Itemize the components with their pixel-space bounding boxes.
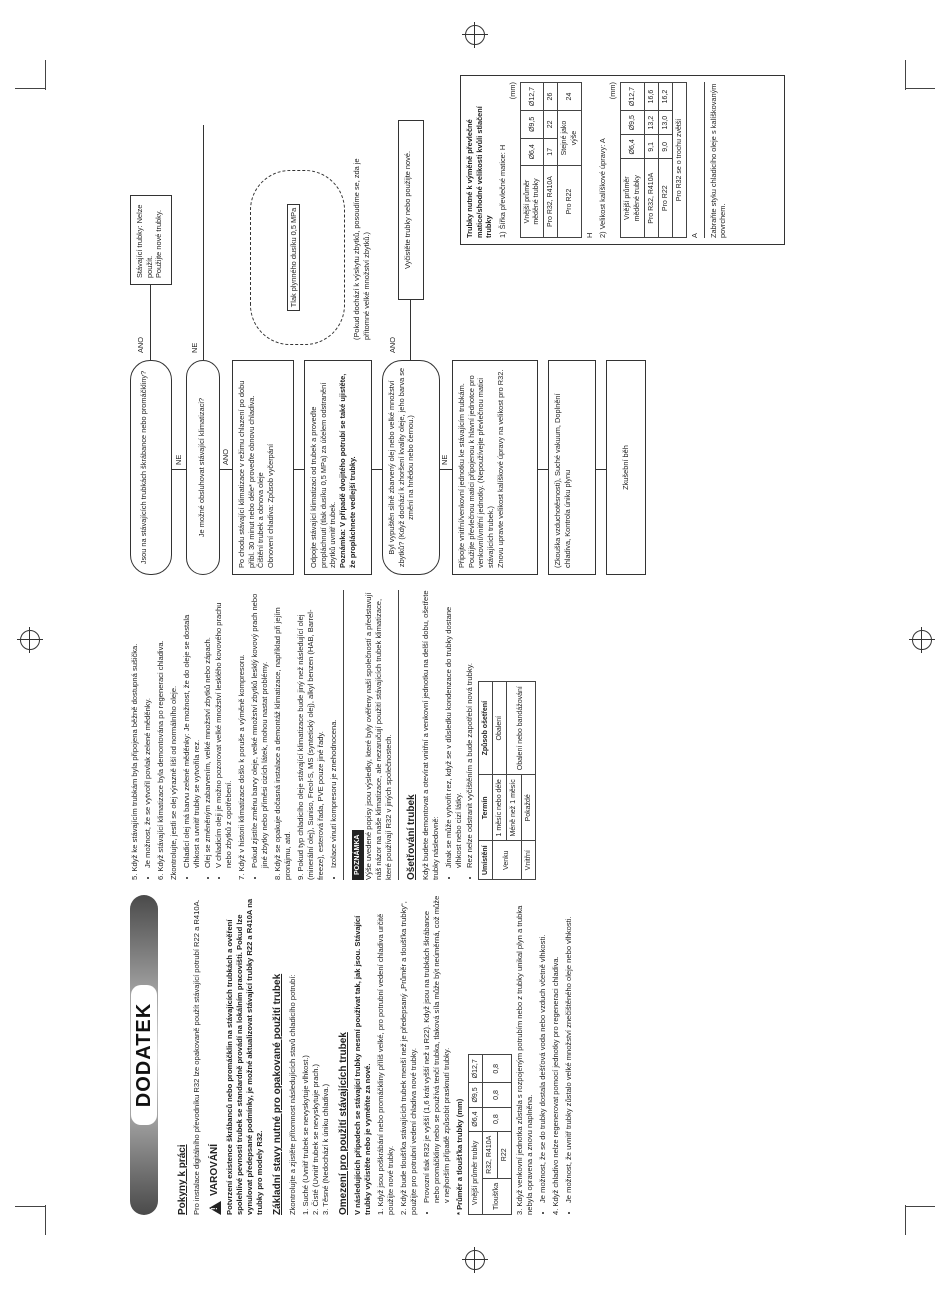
- table-cell: 13,2: [644, 111, 658, 135]
- table-cell: Pokaždé: [521, 775, 535, 841]
- side-heading: 1) Šířka převlečné matice: H: [497, 144, 507, 238]
- side-footer: Zabraňte styku chladicího oleje s kalíškovaným povrchem.: [708, 83, 728, 238]
- table-cell: Pro R32, R410A: [644, 159, 658, 238]
- label-ano: ANO: [221, 448, 230, 465]
- omezeni-item: 2. Když bude tloušťka stávajících trubek menší než je předepsaný „Průměr a tloušťka trubky“, použijte pro potrubní vedení chladiva nové trubky.: [398, 901, 418, 1215]
- step-text: Čištění trubek a obnova oleje: [256, 472, 266, 568]
- omezeni-subitem: • Provozní tlak R32 je vyšší (1,6 krát vyšší než u R22). Když jsou na trubkách škrábance nebo promáčkliny nebo se používá tenčí trubka, tlaková síla může být neúměrná, což může v nejhorším případě způsobit prasknutí trubky.: [422, 895, 452, 1203]
- table-cell: Způsob ošetření: [478, 682, 492, 775]
- step-recovery: [232, 360, 294, 575]
- table-cell: R32, R410A: [483, 1131, 497, 1178]
- table-cell: 16,2: [658, 83, 672, 111]
- table-cell: R22: [497, 1131, 511, 1178]
- item-8: 8. Když se opakuje dočasná instalace a demontáž klimatizace, například při jejím pronájmu, atd.: [273, 607, 293, 880]
- stavy-item: 2. Čisté (Uvnitř trubek se nevyskytuje prach.): [310, 1063, 320, 1215]
- question-oil: Byl vypuštěn silně zbarvený olej nebo velké množství zbytků? (Když dochází k zhoršení kvality oleje, jeho barva se změní na hnědou nebo černou.): [382, 360, 440, 575]
- omezeni-item: 1. Když jsou poškrábání nebo promáčkliny příliš velké, pro potrubní vedení chladiva určitě použijte nové trubky.: [375, 913, 395, 1215]
- omezeni-bold: V následujících případech se stávající trubky nesmí používat tak, jak jsou. Stávající trubky vyčistěte nebo je vyměňte za nové.: [352, 915, 372, 1215]
- flowchart: [130, 70, 790, 575]
- text-pokyny: Pro instalace digitálního převodníku R32 lze opakovaně použít stávající potrubí R22 a R410A.: [192, 899, 202, 1215]
- item-9: 9. Pokud typ chladicího oleje stávající klimatizace bude jiný než následující olej (minerální olej), Suniso, Freol-S, MS (syntetický olej), alkyl benzen (HAB, Barrel-freeze), esterová řada, PVE pouze jiné řady.: [296, 609, 326, 880]
- flare-size-table: [620, 82, 686, 238]
- banner: [130, 895, 158, 1215]
- label-ne: NE: [190, 342, 199, 353]
- table-cell: Ø9,5: [521, 111, 544, 138]
- item-5b: • Je možnost, že se vytvořil povlak zelené měděnky.: [143, 590, 153, 868]
- text-stavy: Zkontrolujte a zjistěte přítomnost následujících stavů chladicího potrubí:: [287, 974, 297, 1215]
- text-osetreni: Když budete demontovat a otevírat vnitřní a venkovní jednotku na delší dobu, ošetřete trubky následovně:: [420, 590, 440, 880]
- table-cell: Umístění: [478, 841, 492, 880]
- table-cell: 24: [558, 83, 581, 111]
- oil-note: (Pokud dochází k výskytu zbytků, posoudíme se, zda je přítomné velké množství zbytků.): [352, 158, 371, 340]
- heading-omezeni: Omezení pro použití stávajících trubek: [337, 1032, 349, 1215]
- step-text: Připojte vnitřní/venkovní jednotku ke stávajícím trubkám.: [457, 383, 466, 568]
- heading-pokyny: Pokyny k práci: [177, 1144, 188, 1215]
- item-4b: • Je možnost, že uvnitř trubky zůstalo velké množství znečištěného oleje nebo vlhkosti.: [564, 895, 574, 1203]
- step-text: Znovu upravte velikost kalíškové úpravy na velikost pro R32.: [495, 369, 505, 568]
- nut-label: H: [584, 232, 594, 238]
- table-cell: Obalení: [493, 682, 507, 775]
- table-cell: Vnější průměr měděné trubky: [521, 166, 544, 238]
- table-cell: Pro R32 se o trochu zvětší: [672, 83, 686, 238]
- item-5: 5. Když ke stávajícím trubkám byla připojena běžně dostupná sušička.: [130, 643, 139, 880]
- registration-mark-icon: [465, 25, 485, 45]
- label-ano: ANO: [136, 336, 145, 353]
- crop-mark: [15, 1206, 45, 1207]
- table-cell: Ø12,7: [621, 83, 644, 111]
- unit-label: (mm): [507, 82, 517, 100]
- crop-mark: [905, 60, 906, 90]
- item-6-bullet: • V chladicím oleji je možno pozorovat velké množství lesklého kovového prachu nebo zbytků z opotřebení.: [214, 590, 234, 868]
- side-title: Trubky nutné k výměně převlečné matice/shodné velikosti kvůli stlačení trubky: [465, 106, 494, 238]
- step-flush: [304, 360, 372, 575]
- result-item: Použijte nové trubky.: [154, 209, 164, 278]
- side-info-box: [460, 75, 785, 245]
- table-cell: Vnitřní: [521, 841, 535, 880]
- table-cell: Ø6,4: [469, 1107, 483, 1131]
- osetreni-bullet: • Jinak se může vytvořit rez, když se v důsledku kondenzace do trubky dostane vlhkost nebo cizí látky.: [444, 590, 464, 868]
- table-cell: 13,0: [658, 111, 672, 135]
- table-cell: 9,0: [658, 135, 672, 159]
- item-3: 3. Když venkovní jednotka zůstala s rozpojeným potrubím nebo z trubky unikal plyn a trubka nebyla opravena a znovu naplněna.: [514, 905, 534, 1215]
- label-ne: NE: [174, 454, 183, 465]
- table-caption: * Průměr a tloušťka trubky (mm): [455, 1098, 465, 1215]
- treatment-table: [478, 681, 536, 880]
- table-cell: Ø6,4: [521, 138, 544, 165]
- result-clean: Vyčistěte trubky nebo použijte nové.: [398, 120, 424, 300]
- table-cell: Vnější průměr trubky: [469, 1131, 483, 1214]
- table-cell: 0,8: [483, 1083, 511, 1107]
- item-6c: Zkontrolujte, jestli se olej výrazně liší od normálního oleje.: [169, 685, 179, 880]
- item-6: 6. Když stávající klimatizace byla demontována po regeneraci chladiva.: [156, 640, 166, 880]
- item-6-bullet: • Chladicí olej má barvu zelené měděnky: Je možnost, že do oleje se dostala vlhkost a uvnitř trubky se vytvořila rez.: [182, 590, 202, 868]
- table-cell: 22: [544, 111, 558, 138]
- table-cell: 0,8: [483, 1107, 511, 1131]
- table-cell: Termín: [478, 775, 492, 841]
- table-cell: Venku: [493, 841, 521, 880]
- warning-title: VAROVÁNÍ: [209, 1143, 221, 1196]
- table-cell: Méně než 1 měsíc: [507, 775, 521, 841]
- crop-mark: [905, 1205, 906, 1235]
- table-cell: Tloušťka: [483, 1178, 511, 1214]
- table-cell: Ø12,7: [521, 83, 544, 111]
- stavy-item: 3. Těsné (Nedochází k úniku chladiva.): [320, 1083, 330, 1215]
- registration-mark-icon: [912, 630, 932, 650]
- column-middle: [130, 590, 539, 880]
- table-cell: 9,1: [644, 135, 658, 159]
- table-cell: Pro R32, R410A: [544, 166, 558, 238]
- item-4: 4. Když chladivo nelze regenerovat pomocí jednotky pro regeneraci chladiva.: [550, 956, 560, 1215]
- crop-mark: [15, 88, 45, 89]
- item-9b: • Izolace vinutí kompresoru je znehodnocena.: [329, 590, 339, 868]
- warning-heading: [208, 895, 221, 1215]
- label-ne: NE: [440, 454, 449, 465]
- registration-mark-icon: [465, 1250, 485, 1270]
- table-cell: Ø9,5: [621, 111, 644, 135]
- question-scratches: Jsou na stávajících trubkách škrábance nebo promáčkliny?: [130, 360, 172, 575]
- column-left: [130, 895, 577, 1215]
- result-new-pipes: [130, 195, 172, 285]
- page-title: DODATEK: [131, 985, 157, 1125]
- step-note: Poznámka: V případě dvojitého potrubí se také ujistěte, že propláchnete vedlejší trubky.: [337, 373, 357, 568]
- osetreni-bullet: • Rez nelze odstranit vyčištěním a bude zapotřebí nová trubky.: [465, 590, 475, 868]
- nut-width-table: [520, 82, 581, 238]
- table-cell: 16,6: [644, 83, 658, 111]
- result-title: Stávající trubky: Nelze použít.: [135, 204, 154, 278]
- step-test-run: Zkušební běh: [606, 360, 646, 575]
- item-7b: • Pokud zjistíte změnu barvy oleje, velké množství zbytků lesklý kovový prach nebo jiné zbytky nebo příměsi cizích látek, mohou nastat problémy.: [250, 590, 270, 868]
- question-operate: Je možné obsluhovat stávající klimatizaci?: [186, 360, 220, 575]
- crop-mark: [45, 60, 46, 90]
- rotated-page: [130, 70, 790, 1215]
- crop-mark: [905, 88, 935, 89]
- table-cell: Vnější průměr měděné trubky: [621, 159, 644, 238]
- item-3b: • Je možnost, že se do trubky dostala dešťová voda nebo vzduch včetně vlhkosti.: [538, 895, 548, 1203]
- step-text: Použijte převlečnou matici připojenou k hlavní jednotce pro venkovní/vnitřní jednotky. (Nepoužívejte převlečnou matici stávajících trubek.): [466, 375, 495, 568]
- item-6-bullet: • Olej se změněným zabarvením, velké množství zbytků nebo zápach.: [203, 590, 213, 868]
- warning-text: Potvrzení existence škrábanců nebo promáčklin na stávajících trubkách a ověření spolehlivé pevnosti trubek se standardně provádí na lokálním pracovišti. Pokud lze vynulovat předepsané podmínky, je možné aktualizovat stávající trubky R22 a R410A na trubky pro modely R32.: [225, 898, 265, 1215]
- label-ano: ANO: [388, 336, 397, 353]
- note-text: Výše uvedené popisy jsou výsledky, které byly ověřeny naší společností a představují náš názor na naše klimatizace, ale nezaručují použití stávajících trubek klimatizace, které používají R32 v jiných společnostech.: [363, 592, 393, 880]
- side-heading: 2) Velikost kalíškové úpravy: A: [598, 138, 608, 238]
- table-cell: Stejné jako výše: [558, 111, 581, 166]
- registration-mark-icon: [20, 630, 40, 650]
- unit-label: (mm): [607, 82, 617, 100]
- step-text: Odpojte stávající klimatizaci od trubek a proveďte propláchnutí (tlak dusíku 0,5 MPa) za účelem odstranění zbytků uvnitř trubek.: [309, 382, 338, 568]
- heading-stavy: Základní stavy nutné pro opakované použití trubek: [272, 973, 284, 1215]
- table-cell: 0,8: [483, 1055, 511, 1083]
- stavy-item: 1. Suché (Uvnitř trubek se nevyskytuje vlhkost.): [300, 1055, 310, 1215]
- table-cell: Pro R22: [658, 159, 672, 238]
- table-cell: Pro R22: [558, 166, 581, 238]
- warning-icon: [209, 1201, 221, 1215]
- flush-label: Tlak plynného dusíku 0,5 MPa: [287, 204, 300, 311]
- flare-label: A: [689, 233, 699, 238]
- crop-mark: [905, 1206, 935, 1207]
- table-cell: 1 měsíc nebo déle: [493, 775, 507, 841]
- thickness-table: [468, 1054, 512, 1215]
- table-cell: Ø12,7: [469, 1055, 483, 1083]
- item-7: 7. Když v historii klimatizace došlo k poruše a výměně kompresoru.: [237, 654, 247, 880]
- table-cell: 17: [544, 138, 558, 165]
- table-cell: Ø6,4: [621, 135, 644, 159]
- step-connect: [452, 360, 538, 575]
- step-vacuum: (Zkouška vzduchotěsnosti), Suché vakuum, Doplnění chladiva, Kontrola úniku plynu: [548, 360, 596, 575]
- flush-illustration: [250, 170, 345, 345]
- heading-osetreni: Ošetřování trubek: [405, 794, 417, 880]
- crop-mark: [45, 1205, 46, 1235]
- step-text: Obnovení chladiva: Způsob vyčerpání: [265, 443, 275, 568]
- table-cell: Ø9,5: [469, 1083, 483, 1107]
- table-cell: 26: [544, 83, 558, 111]
- note-title: POZNÁMKA: [352, 830, 363, 880]
- step-text: Po chodu stávající klimatizace v režimu chlazení po dobu přibl. 30 minut nebo déle* proveďte obnovu chladiva.: [237, 380, 256, 568]
- table-cell: Obalení nebo bandážování: [507, 682, 535, 775]
